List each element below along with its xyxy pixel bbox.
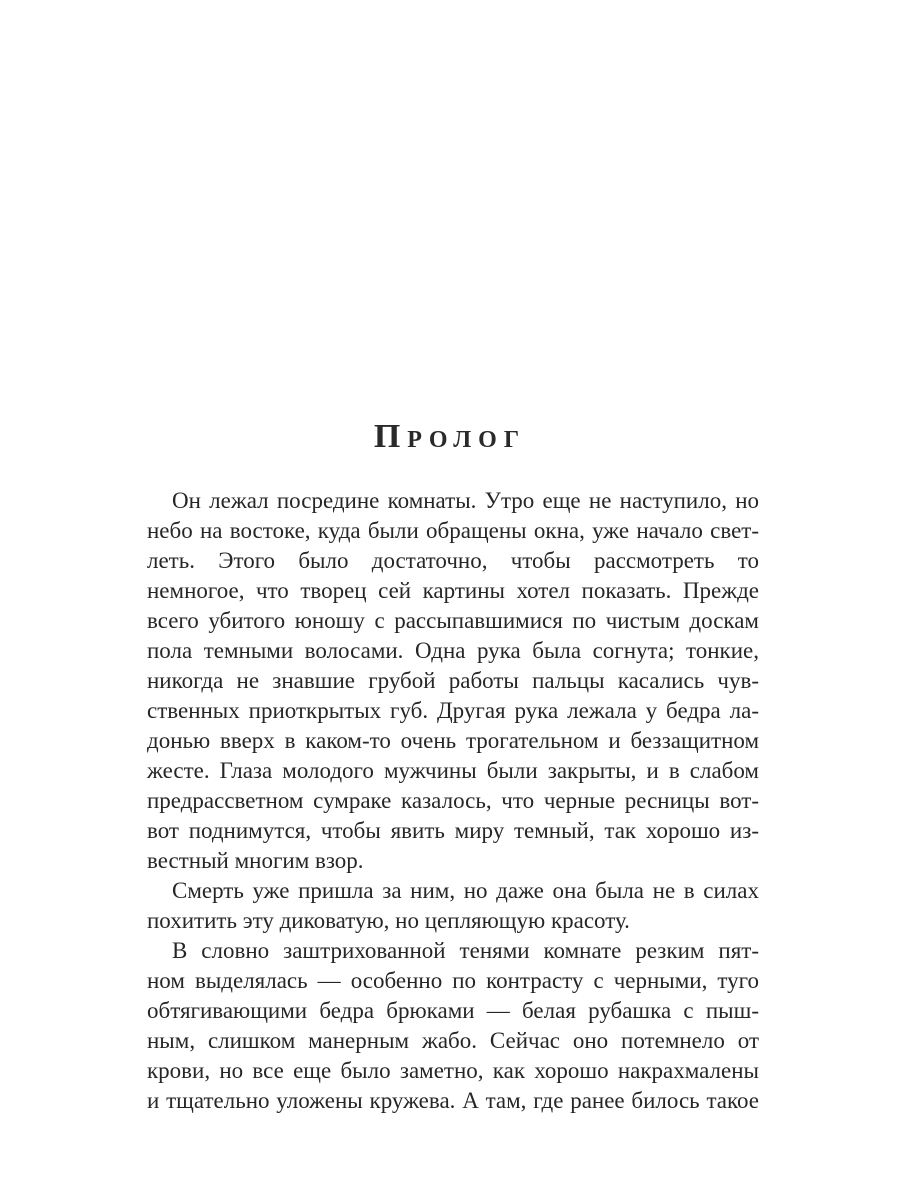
- text-line: пола темными волосами. Одна рука была согнута; тонкие,: [147, 638, 759, 663]
- text-line: леть. Этого было достаточно, чтобы рассмотреть то: [147, 548, 759, 573]
- text-line: крови, но все еще было заметно, как хорошо накрахмалены: [147, 1058, 759, 1083]
- text-line: Он лежал посредине комнаты. Утро еще не наступило, но: [172, 488, 759, 513]
- text-line: ном выделялась — особенно по контрасту с черными, туго: [147, 968, 759, 993]
- text-line: обтягивающими бедра брюками — белая рубашка с пыш-: [147, 998, 759, 1023]
- text-line: похитить эту диковатую, но цепляющую красоту.: [147, 908, 630, 933]
- text-line: предрассветном сумраке казалось, что черные ресницы вот-: [147, 788, 759, 813]
- text-line: небо на востоке, куда были обращены окна, уже начало свет-: [147, 518, 759, 543]
- chapter-title: Пролог: [373, 418, 527, 455]
- text-line: вот поднимутся, чтобы явить миру темный, так хорошо из-: [147, 818, 759, 843]
- text-line: ным, слишком манерным жабо. Сейчас оно потемнело от: [147, 1028, 759, 1053]
- chapter-body: [147, 486, 759, 1116]
- text-line: немногое, что творец сей картины хотел показать. Прежде: [147, 578, 759, 603]
- text-line: и тщательно уложены кружева. А там, где ранее билось такое: [147, 1088, 759, 1113]
- text-line: В словно заштрихованной тенями комнате резким пят-: [172, 938, 759, 963]
- text-line: донью вверх в каком-то очень трогательном и беззащитном: [147, 728, 759, 753]
- text-line: вестный многим взор.: [147, 848, 364, 873]
- text-line: всего убитого юношу с рассыпавшимися по чистым доскам: [147, 608, 759, 633]
- text-line: ственных приоткрытых губ. Другая рука лежала у бедра ла-: [147, 698, 759, 723]
- text-line: Смерть уже пришла за ним, но даже она была не в силах: [172, 878, 759, 903]
- text-line: жесте. Глаза молодого мужчины были закрыты, и в слабом: [147, 758, 759, 783]
- text-line: никогда не знавшие грубой работы пальцы касались чув-: [147, 668, 759, 693]
